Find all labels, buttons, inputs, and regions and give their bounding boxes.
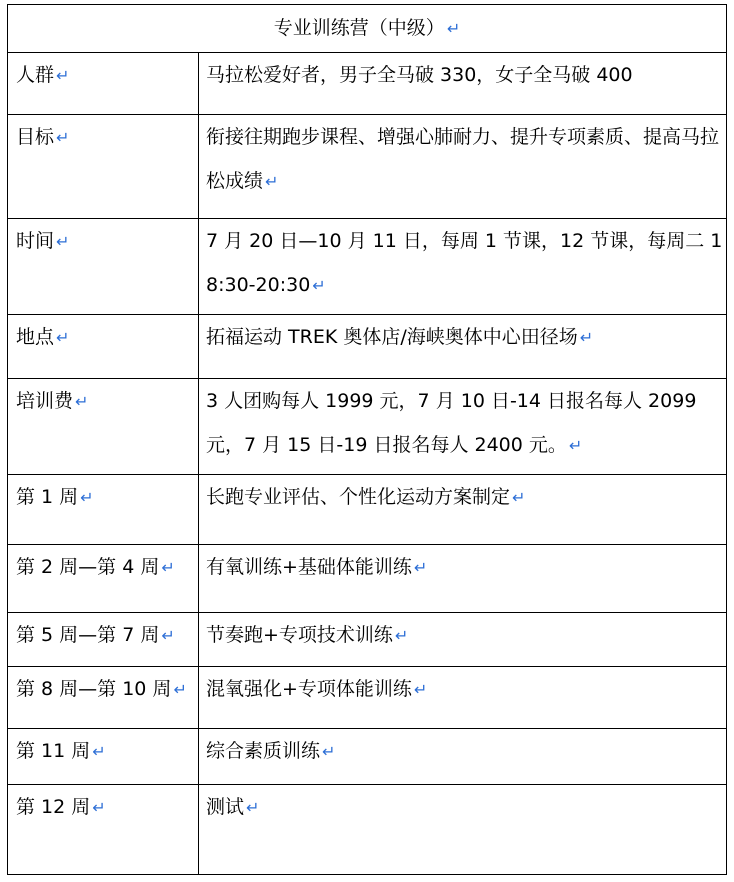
row-label: 第 8 周—第 10 周 [16,678,172,700]
paragraph-mark-icon: ↵ [446,19,461,38]
row-label-cell [8,315,199,379]
row-value: 长跑专业评估、个性化运动方案制定 [206,486,511,508]
table-row-audience [8,53,727,115]
paragraph-mark-icon: ↵ [80,488,94,507]
paragraph-mark-icon: ↵ [56,328,70,347]
row-label: 时间 [16,230,55,252]
paragraph-mark-icon: ↵ [161,626,175,645]
table-row-week-11 [8,729,727,785]
row-value-cell [199,115,727,219]
row-label: 地点 [16,326,55,348]
row-value: 衔接往期跑步课程、增强心肺耐力、提升专项素质、提高马拉松成绩 [206,126,720,192]
row-value-cell [199,53,727,115]
paragraph-mark-icon: ↵ [512,488,526,507]
row-label-cell [8,613,199,667]
paragraph-mark-icon: ↵ [92,798,106,817]
paragraph-mark-icon: ↵ [394,626,409,645]
table-row-week-12 [8,785,727,875]
row-label-cell [8,219,199,315]
row-value-cell [199,667,727,729]
paragraph-mark-icon: ↵ [568,436,583,455]
paragraph-mark-icon: ↵ [75,392,89,411]
table-row-week-2-4 [8,545,727,613]
row-label-cell [8,475,199,545]
row-value-cell [199,475,727,545]
paragraph-mark-icon: ↵ [92,742,106,761]
row-label: 第 5 周—第 7 周 [16,624,160,646]
row-label: 第 11 周 [16,740,91,762]
table-row-week-8-10 [8,667,727,729]
row-value-cell [199,219,727,315]
row-value: 马拉松爱好者，男子全马破 330，女子全马破 400 [206,64,633,86]
row-value: 7 月 20 日—10 月 11 日，每周 1 节课，12 节课，每周二 18:30-20:30 [206,230,723,296]
row-value-cell [199,545,727,613]
paragraph-mark-icon: ↵ [56,66,70,85]
row-value-cell [199,785,727,875]
row-label: 培训费 [16,390,74,412]
row-value: 有氧训练+基础体能训练 [206,556,412,578]
paragraph-mark-icon: ↵ [579,328,594,347]
paragraph-mark-icon: ↵ [161,558,175,577]
row-label-cell [8,53,199,115]
row-label-cell [8,545,199,613]
row-label-cell [8,115,199,219]
row-label: 第 2 周—第 4 周 [16,556,160,578]
row-label: 第 1 周 [16,486,79,508]
row-value: 节奏跑+专项技术训练 [206,624,393,646]
row-label: 人群 [16,64,55,86]
row-value: 拓福运动 TREK 奥体店/海峡奥体中心田径场 [206,326,578,348]
row-value: 混氧强化+专项体能训练 [206,678,412,700]
row-label: 目标 [16,126,55,148]
table-title-cell [8,5,727,53]
table-row-week-1 [8,475,727,545]
row-label-cell [8,379,199,475]
paragraph-mark-icon: ↵ [312,276,326,295]
table-row-week-5-7 [8,613,727,667]
row-value-cell [199,729,727,785]
row-label: 第 12 周 [16,796,91,818]
row-label-cell [8,729,199,785]
paragraph-mark-icon: ↵ [265,172,279,191]
paragraph-mark-icon: ↵ [56,128,70,147]
row-label-cell [8,785,199,875]
row-value: 3 人团购每人 1999 元，7 月 10 日-14 日报名每人 2099 元，7 月 15 日-19 日报名每人 2400 元。 [206,390,697,456]
table-row-location [8,315,727,379]
paragraph-mark-icon: ↵ [173,680,187,699]
row-value-cell [199,315,727,379]
paragraph-mark-icon: ↵ [413,680,428,699]
row-label-cell [8,667,199,729]
paragraph-mark-icon: ↵ [246,798,260,817]
title-row [8,5,727,53]
table-row-goal [8,115,727,219]
row-value-cell [199,613,727,667]
row-value: 测试 [206,796,245,818]
paragraph-mark-icon: ↵ [56,232,70,251]
table-row-fee [8,379,727,475]
row-value: 综合素质训练 [206,740,321,762]
paragraph-mark-icon: ↵ [413,558,428,577]
training-camp-table [7,4,727,875]
table-row-time [8,219,727,315]
row-value-cell [199,379,727,475]
paragraph-mark-icon: ↵ [322,742,336,761]
table-title: 专业训练营（中级） [273,17,445,39]
